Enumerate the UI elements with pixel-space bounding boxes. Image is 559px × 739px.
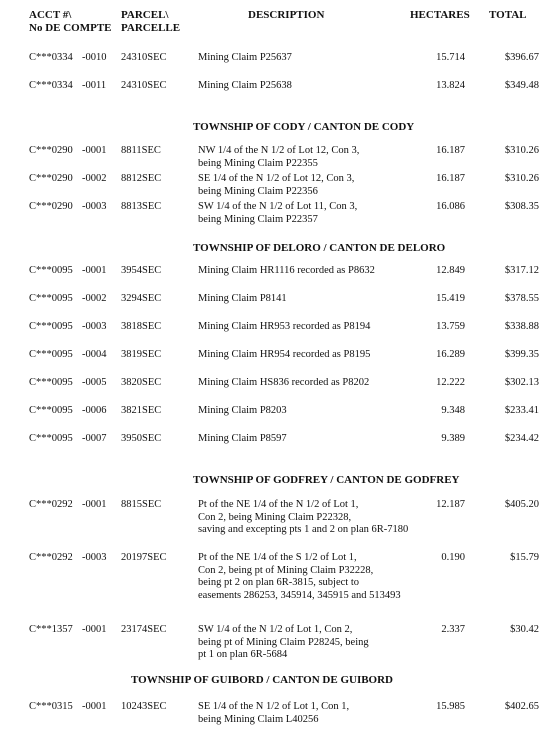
acct-number: C***0290 [29, 201, 73, 212]
section-title-guibord: TOWNSHIP OF GUIBORD / CANTON DE GUIBORD [131, 674, 394, 686]
acct-suffix: -0004 [82, 349, 107, 360]
description-text: Pt of the NE 1/4 of the N 1/2 of Lot 1, Con 2, being Mining Claim P22328, saving and excepting pts 1 and 2 on plan 6R-7180 [198, 499, 409, 535]
description-text: Mining Claim P25638 [198, 80, 292, 91]
header-parcel [121, 9, 180, 35]
description-text: Mining Claim P8141 [198, 293, 287, 304]
acct-suffix: -0005 [82, 377, 107, 388]
description-text: Pt of the NE 1/4 of the S 1/2 of Lot 1, Con 2, being pt of Mining Claim P32228, being pt 2 on plan 6R-3815, subject to easements 286253, 345914, 345915 and 513493 [198, 552, 401, 601]
hectares-value: 12.849 [436, 265, 465, 276]
total-value: $399.35 [504, 349, 539, 360]
total-value: $338.88 [504, 321, 539, 332]
acct-suffix: -0002 [82, 173, 107, 184]
header-description: DESCRIPTION [248, 9, 325, 21]
acct-number: C***0292 [29, 499, 73, 510]
acct-suffix: -0003 [82, 321, 107, 332]
hectares-value: 12.187 [436, 499, 465, 510]
header-total: TOTAL [489, 9, 527, 21]
parcel-number: 3820SEC [121, 377, 162, 388]
parcel-number: 3818SEC [121, 321, 162, 332]
acct-number: C***0334 [29, 52, 73, 63]
acct-number: C***0095 [29, 433, 73, 444]
acct-number: C***0095 [29, 377, 73, 388]
description-text: Mining Claim P8597 [198, 433, 287, 444]
total-value: $310.26 [504, 145, 539, 156]
acct-suffix: -0003 [82, 552, 107, 563]
parcel-number: 10243SEC [121, 701, 167, 712]
total-value: $317.12 [504, 265, 539, 276]
description-text: SE 1/4 of the N 1/2 of Lot 12, Con 3, being Mining Claim P22356 [198, 173, 355, 197]
acct-suffix: -0010 [82, 52, 107, 63]
hectares-value: 2.337 [441, 624, 465, 635]
total-value: $308.35 [504, 201, 539, 212]
description-text: Mining Claim HR953 recorded as P8194 [198, 321, 371, 332]
section-title-cody: TOWNSHIP OF CODY / CANTON DE CODY [193, 121, 415, 133]
parcel-number: 24310SEC [121, 80, 167, 91]
acct-number: C***0290 [29, 145, 73, 156]
hectares-value: 9.389 [441, 433, 465, 444]
acct-suffix: -0001 [82, 265, 107, 276]
acct-number: C***0095 [29, 405, 73, 416]
acct-number: C***0292 [29, 552, 73, 563]
acct-suffix: -0001 [82, 624, 107, 635]
acct-suffix: -0002 [82, 293, 107, 304]
description-text: Mining Claim P8203 [198, 405, 287, 416]
hectares-value: 13.824 [436, 80, 465, 91]
description-text: Mining Claim P25637 [198, 52, 292, 63]
header-acct-line1: ACCT #\ [29, 9, 72, 21]
acct-number: C***0334 [29, 80, 73, 91]
header-hectares: HECTARES [410, 9, 470, 21]
section-title-deloro: TOWNSHIP OF DELORO / CANTON DE DELORO [193, 242, 446, 254]
hectares-value: 16.086 [436, 201, 465, 212]
parcel-number: 3954SEC [121, 265, 162, 276]
hectares-value: 0.190 [441, 552, 465, 563]
parcel-number: 23174SEC [121, 624, 167, 635]
header-parcel-line1: PARCEL\ [121, 9, 169, 21]
total-value: $302.13 [504, 377, 539, 388]
acct-number: C***0095 [29, 321, 73, 332]
description-text: SW 1/4 of the N 1/2 of Lot 1, Con 2, being pt of Mining Claim P28245, being pt 1 on plan 6R-5684 [198, 624, 369, 660]
hectares-value: 15.419 [436, 293, 465, 304]
acct-suffix: -0001 [82, 145, 107, 156]
total-value: $30.42 [510, 624, 539, 635]
parcel-number: 8813SEC [121, 201, 162, 212]
parcel-number: 3819SEC [121, 349, 162, 360]
description-text: Mining Claim HR954 recorded as P8195 [198, 349, 371, 360]
acct-number: C***0095 [29, 265, 73, 276]
acct-number: C***1357 [29, 624, 73, 635]
acct-number: C***0095 [29, 293, 73, 304]
parcel-number: 3821SEC [121, 405, 162, 416]
header-acct [29, 9, 112, 35]
hectares-value: 9.348 [441, 405, 465, 416]
description-text: Mining Claim HS836 recorded as P8202 [198, 377, 370, 388]
section-title-godfrey: TOWNSHIP OF GODFREY / CANTON DE GODFREY [193, 474, 460, 486]
description-text: SW 1/4 of the N 1/2 of Lot 11, Con 3, being Mining Claim P22357 [198, 201, 358, 225]
acct-suffix: -0003 [82, 201, 107, 212]
acct-number: C***0290 [29, 173, 73, 184]
header-parcel-line2: PARCELLE [121, 22, 181, 34]
parcel-number: 3950SEC [121, 433, 162, 444]
acct-number: C***0315 [29, 701, 73, 712]
acct-suffix: -0011 [82, 80, 107, 91]
total-value: $405.20 [504, 499, 539, 510]
acct-suffix: -0001 [82, 701, 107, 712]
acct-number: C***0095 [29, 349, 73, 360]
hectares-value: 13.759 [436, 321, 465, 332]
hectares-value: 16.187 [436, 173, 465, 184]
description-text: Mining Claim HR1116 recorded as P8632 [198, 265, 375, 276]
total-value: $378.55 [504, 293, 539, 304]
total-value: $402.65 [504, 701, 539, 712]
hectares-value: 15.714 [436, 52, 465, 63]
description-text: SE 1/4 of the N 1/2 of Lot 1, Con 1, being Mining Claim L40256 [198, 701, 350, 725]
total-value: $233.41 [504, 405, 539, 416]
parcel-number: 24310SEC [121, 52, 167, 63]
acct-suffix: -0007 [82, 433, 107, 444]
total-value: $396.67 [504, 52, 539, 63]
total-value: $349.48 [504, 80, 539, 91]
total-value: $234.42 [504, 433, 539, 444]
hectares-value: 12.222 [436, 377, 465, 388]
parcel-number: 20197SEC [121, 552, 167, 563]
total-value: $310.26 [504, 173, 539, 184]
parcel-number: 8811SEC [121, 145, 161, 156]
hectares-value: 16.289 [436, 349, 465, 360]
acct-suffix: -0001 [82, 499, 107, 510]
header-acct-line2: No DE COMPTE [29, 22, 112, 34]
description-text: NW 1/4 of the N 1/2 of Lot 12, Con 3, being Mining Claim P22355 [198, 145, 360, 169]
acct-suffix: -0006 [82, 405, 107, 416]
total-value: $15.79 [510, 552, 539, 563]
parcel-number: 8812SEC [121, 173, 162, 184]
hectares-value: 16.187 [436, 145, 465, 156]
parcel-number: 8815SEC [121, 499, 162, 510]
parcel-number: 3294SEC [121, 293, 162, 304]
hectares-value: 15.985 [436, 701, 465, 712]
